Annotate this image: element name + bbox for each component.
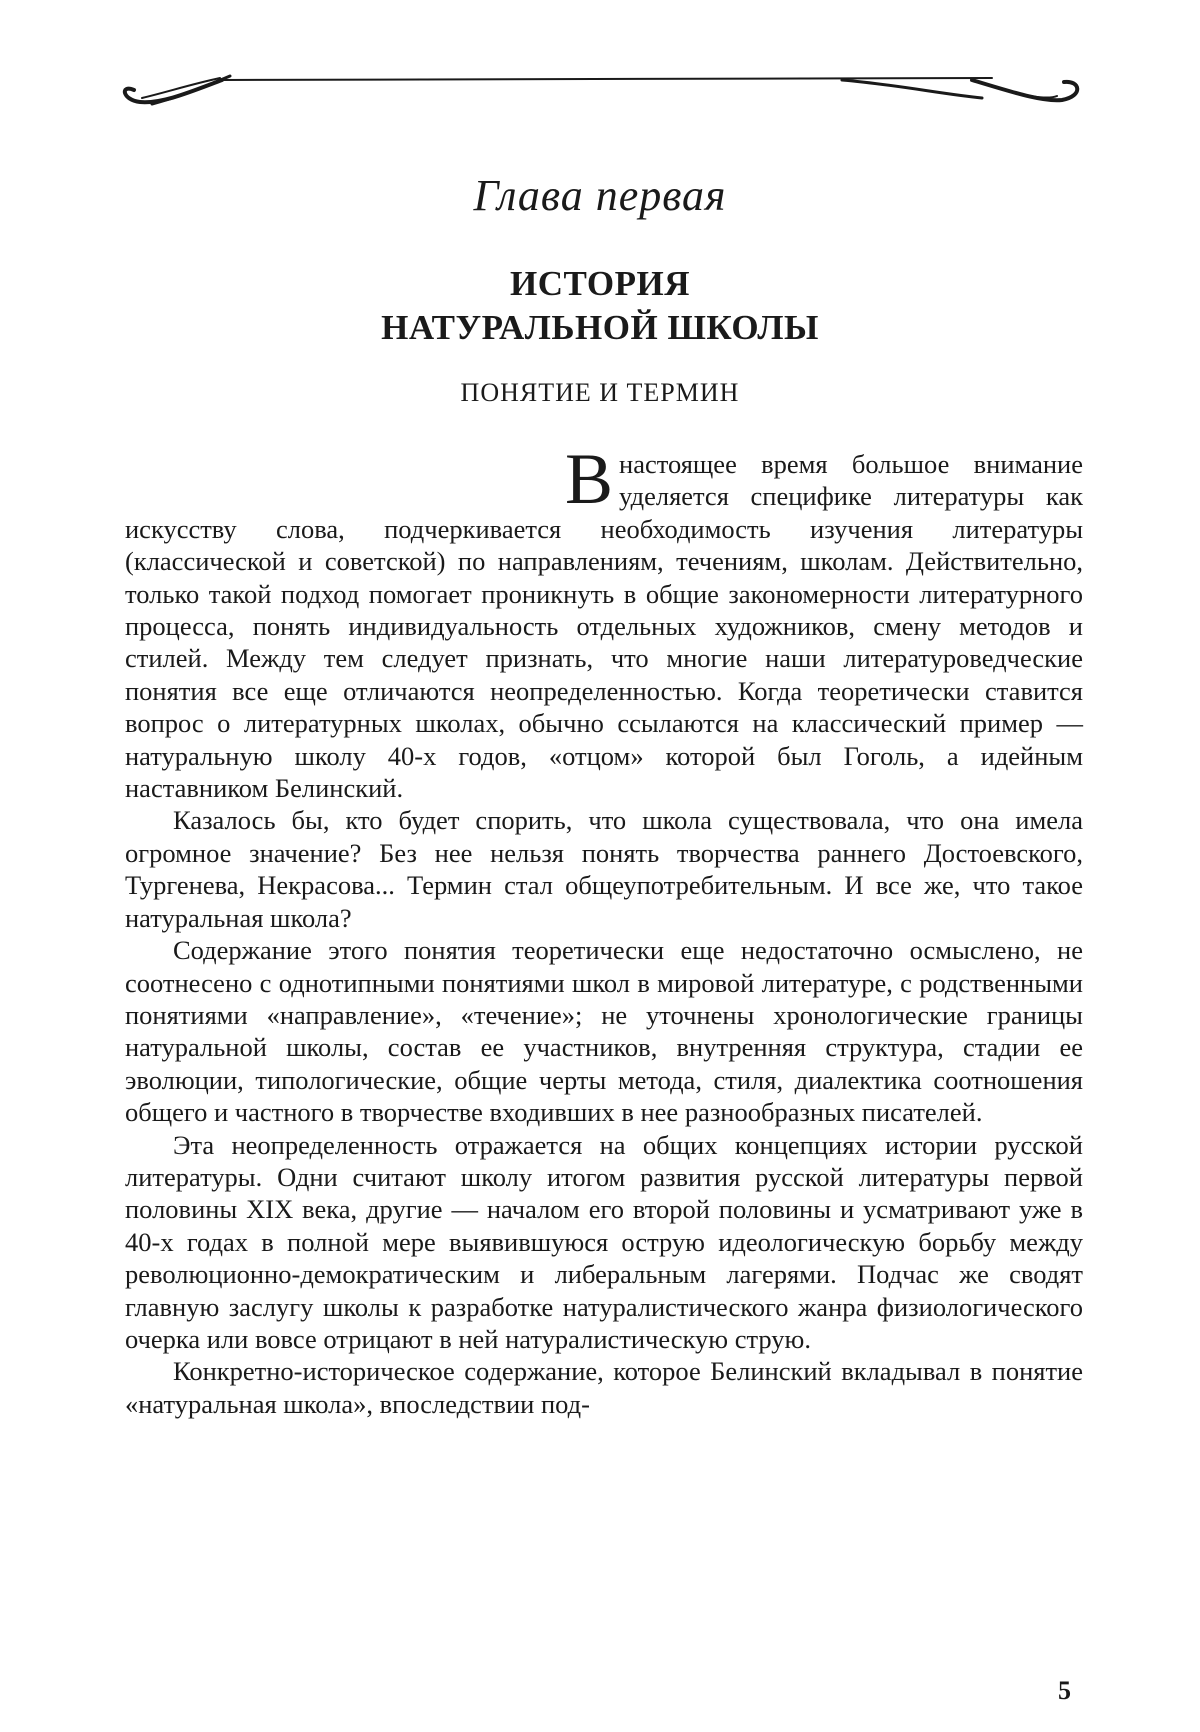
drop-cap: В <box>565 439 614 519</box>
paragraph-1 <box>125 439 1083 804</box>
chapter-title <box>0 262 1200 350</box>
paragraph-1-text: настоящее время большое внимание уделяется специфике литературы как искусству слова, подчеркивается необходимость изучения литературы (классической и советской) по направлениям, течениям, школам. Действительно, только такой подход помогает проникнуть в общие закономерности литературного процесса, понять индивидуальность отдельных художников, смену методов и стилей. Между тем следует признать, что многие наши литературоведческие понятия все еще отличаются неопределенностью. Когда теоретически ставится вопрос о литературных школах, обычно ссылаются на классический пример — натуральную школу 40-х годов, «отцом» которой был Гоголь, а идейным наставником Белинский. <box>125 449 1083 804</box>
flourish-ornament-icon <box>112 62 1088 122</box>
paragraph-4: Эта неопределенность отражается на общих концепциях истории русской литературы. Одни считают школу итогом развития русской литературы первой половины XIX века, другие — началом его второй половины и усматривают уже в 40-х годах в полной мере выявившуюся острую идеологическую борьбу между революционно-демократическим и либеральным лагерями. Подчас же сводят главную заслугу школы к разработке натуралистического жанра физиологического очерка или вовсе отрицают в ней натуралистическую струю. <box>125 1129 1083 1354</box>
paragraph-3: Содержание этого понятия теоретически еще недостаточно осмыслено, не соотнесено с однотипными понятиями школ в мировой литературе, с родственными понятиями «направление», «течение»; не уточнены хронологические границы натуральной школы, состав ее участников, внутренняя структура, стадии ее эволюции, типологические, общие черты метода, стиля, диалектика соотношения общего и частного в творчестве входивших в нее разнообразных писателей. <box>125 935 1083 1128</box>
chapter-title-line-2: НАТУРАЛЬНОЙ ШКОЛЫ <box>381 308 819 347</box>
chapter-title-line-1: ИСТОРИЯ <box>510 264 690 303</box>
chapter-label: Глава первая <box>473 171 727 220</box>
body-text <box>125 439 1083 1420</box>
section-title: ПОНЯТИЕ И ТЕРМИН <box>460 378 740 407</box>
paragraph-2: Казалось бы, кто будет спорить, что школа существовала, что она имела огромное значение? Без нее нельзя понять творчества раннего Достоевского, Тургенева, Некрасова... Термин стал общеупотребительным. И все же, что такое натуральная школа? <box>125 805 1083 933</box>
paragraph-5: Конкретно-историческое содержание, которое Белинский вкладывал в понятие «натуральная школа», впоследствии под- <box>125 1356 1083 1419</box>
page-number: 5 <box>1058 1676 1071 1705</box>
